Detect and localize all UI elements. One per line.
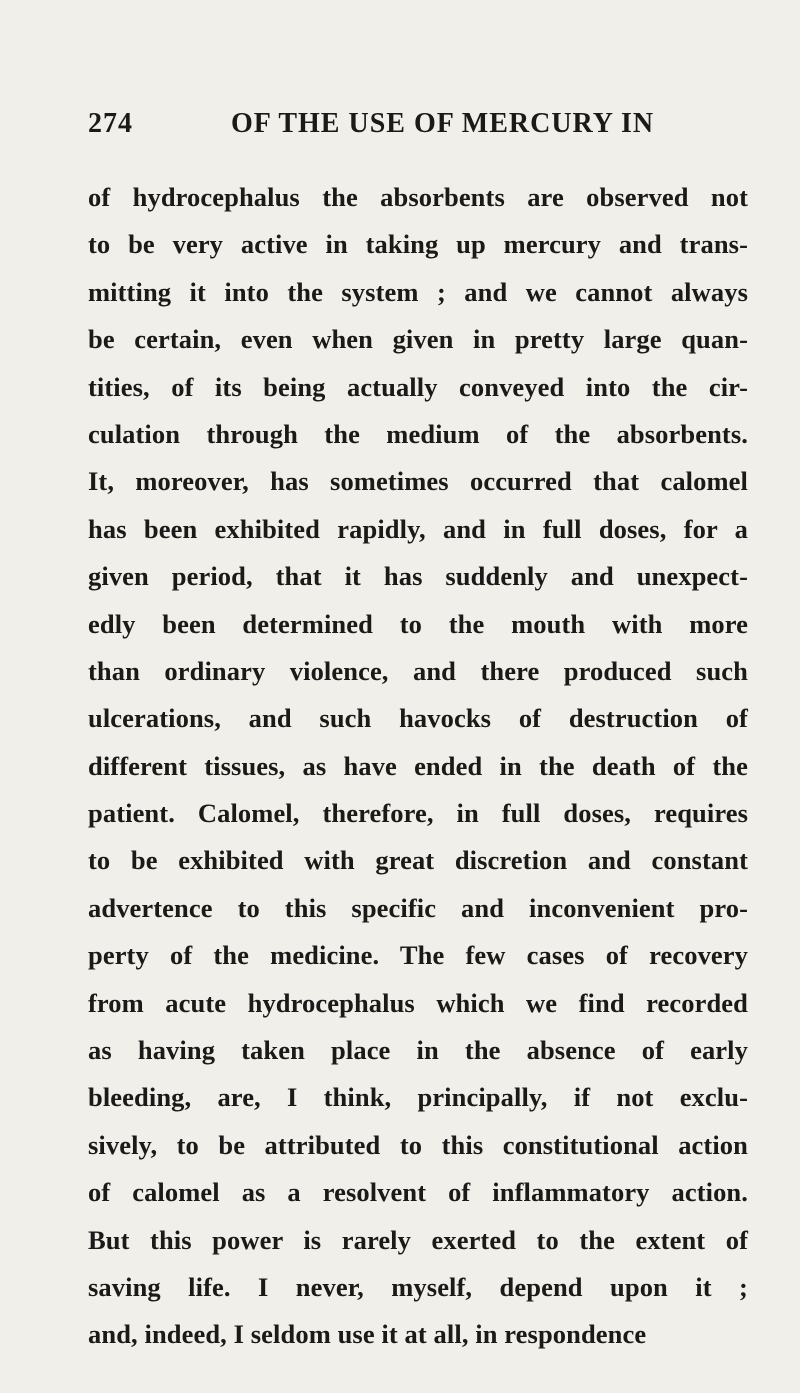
running-head-title: OF THE USE OF MERCURY IN [231, 108, 655, 139]
text-line: and, indeed, I seldom use it at all, in respondence [88, 1319, 647, 1350]
text-line: given period, that it has suddenly and unexpect- [88, 561, 748, 592]
text-line: sively, to be attributed to this constitutional action [88, 1129, 748, 1160]
text-line: of calomel as a resolvent of inflammatory action. [88, 1177, 748, 1208]
text-line: to be very active in taking up mercury and trans- [88, 229, 748, 260]
text-line: It, moreover, has sometimes occurred that calomel [88, 466, 748, 497]
body-text [88, 174, 748, 1359]
text-line: patient. Calomel, therefore, in full doses, requires [88, 798, 748, 829]
text-line: of hydrocephalus the absorbents are observed not [88, 182, 748, 212]
text-line: ulcerations, and such havocks of destruction of [88, 703, 748, 734]
text-line: than ordinary violence, and there produced such [88, 655, 748, 686]
text-line: be certain, even when given in pretty large quan- [88, 324, 748, 355]
text-line: mitting it into the system ; and we cannot always [88, 276, 748, 307]
text-line: to be exhibited with great discretion and constant [88, 845, 748, 876]
text-line: But this power is rarely exerted to the extent of [88, 1224, 748, 1255]
page-number: 274 [88, 108, 133, 139]
text-line: advertence to this specific and inconvenient pro- [88, 892, 748, 923]
text-line: tities, of its being actually conveyed into the cir- [88, 371, 748, 402]
text-line: bleeding, are, I think, principally, if not exclu- [88, 1082, 748, 1113]
text-line: edly been determined to the mouth with more [88, 608, 748, 639]
text-line: culation through the medium of the absorbents. [88, 418, 748, 449]
running-head [88, 108, 748, 148]
text-line: different tissues, as have ended in the death of the [88, 750, 748, 781]
text-line: as having taken place in the absence of early [88, 1035, 748, 1066]
text-line: perty of the medicine. The few cases of recovery [88, 940, 748, 971]
text-line: from acute hydrocephalus which we find recorded [88, 987, 748, 1018]
text-line: saving life. I never, myself, depend upon it ; [88, 1271, 748, 1302]
text-line: has been exhibited rapidly, and in full doses, for a [88, 513, 748, 544]
